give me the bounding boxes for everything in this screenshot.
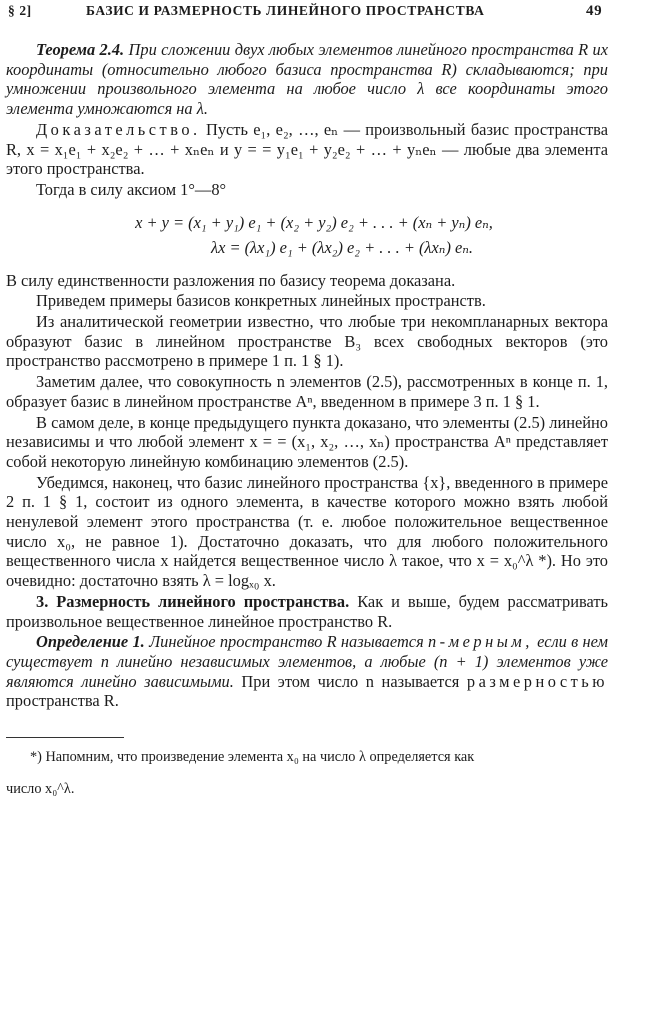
definition-text-end: пространства R. — [6, 691, 119, 711]
proof-paragraph — [6, 120, 608, 179]
subsection-text: Как и выше, будем рассматривать произвольное вещественное линейное пространство R. — [6, 591, 609, 631]
paragraph-3: Из аналитической геометрии известно, что любые три некомпланарных вектора образуют базис в линейном пространстве B₃ всех свободных векторов (это пространство рассмотрено в примере 1 п. 1 § 1). — [6, 312, 608, 371]
subsection-label: 3. Размерность линейного пространства. — [36, 591, 350, 611]
definition-text-start: Линейное пространство R называется — [149, 632, 424, 652]
paragraph-4: Заметим далее, что совокупность n элементов (2.5), рассмотренных в конце п. 1, образует базис в линейном пространстве Aⁿ, введенном в примере 3 п. 1 § 1. — [6, 372, 608, 411]
definition-label: Определение 1. — [36, 632, 145, 652]
definition-spaced-term-2: размерностью — [466, 671, 608, 691]
proof-text: Пусть e₁, e₂, …, eₙ — произвольный базис пространства R, x = x₁e₁ + x₂e₂ + … + xₙeₙ и y = = y₁e₁ + y₂e₂ + … + yₙeₙ — любые два элемента этого пространства. — [6, 119, 608, 179]
proof-label: Доказательство. — [36, 119, 201, 139]
page-number: 49 — [586, 3, 603, 19]
theorem-paragraph — [6, 40, 608, 119]
paragraph-2: Приведем примеры базисов конкретных линейных пространств. — [36, 291, 486, 311]
footnote-continuation: число x₀^λ. — [6, 781, 75, 798]
paragraph-5: В самом деле, в конце предыдущего пункта доказано, что элементы (2.5) линейно независимы и что любой элемент x = = (x₁, x₂, …, xₙ) пространства Aⁿ представляет собой некоторую линейную комбинацию элементов (2.5). — [6, 412, 608, 471]
theorem-text: При сложении двух любых элементов линейного пространства R их координаты (относительно любого базиса пространства R) складываются; при умножении произвольного элемента на любое число λ все координаты этого элемента умножаются на λ. — [6, 40, 609, 119]
formula-scalar: λx = (λx₁) e₁ + (λx₂) e₂ + . . . + (λxₙ) eₙ. — [210, 237, 474, 257]
footnote: *) Напомним, что произведение элемента x₀ на число λ определяется как — [30, 749, 475, 766]
definition-spaced-term: n-мерным, — [427, 632, 533, 652]
header-title: БАЗИС И РАЗМЕРНОСТЬ ЛИНЕЙНОГО ПРОСТРАНСТВА — [86, 3, 485, 18]
paragraph-1: В силу единственности разложения по базису теорема доказана. — [6, 270, 456, 290]
theorem-label: Теорема 2.4. — [36, 40, 125, 59]
formula-sum: x + y = (x₁ + y₁) e₁ + (x₂ + y₂) e₂ + . . . + (xₙ + yₙ) eₙ, — [135, 212, 493, 232]
definition-paragraph — [6, 632, 608, 711]
book-page — [6, 0, 608, 813]
definition-text-end-start: При этом число n называется — [241, 671, 460, 691]
footnote-rule — [6, 737, 124, 738]
header-section: § 2] — [8, 3, 32, 18]
paragraph-6: Убедимся, наконец, что базис линейного пространства {x}, введенного в примере 2 п. 1 § 1, состоит из одного элемента, в качестве которого можно взять любой ненулевой элемент этого пространства (т. е. любое положительное вещественное число x₀, не равное 1). Достаточно доказать, что для любого положительного вещественного числа x найдется вещественное число λ такое, что x = x₀^λ *). Но это очевидно: достаточно взять λ = logₓ₀ x. — [6, 472, 608, 591]
definition-text-mid: если в нем существует n линейно независимых элементов, а любые (n + 1) элементов уже являются линейно зависимыми. — [6, 632, 608, 691]
axioms-line: Тогда в силу аксиом 1°—8° — [36, 179, 227, 199]
subsection-paragraph — [6, 592, 608, 631]
body-text — [6, 40, 608, 711]
running-header — [6, 3, 608, 25]
